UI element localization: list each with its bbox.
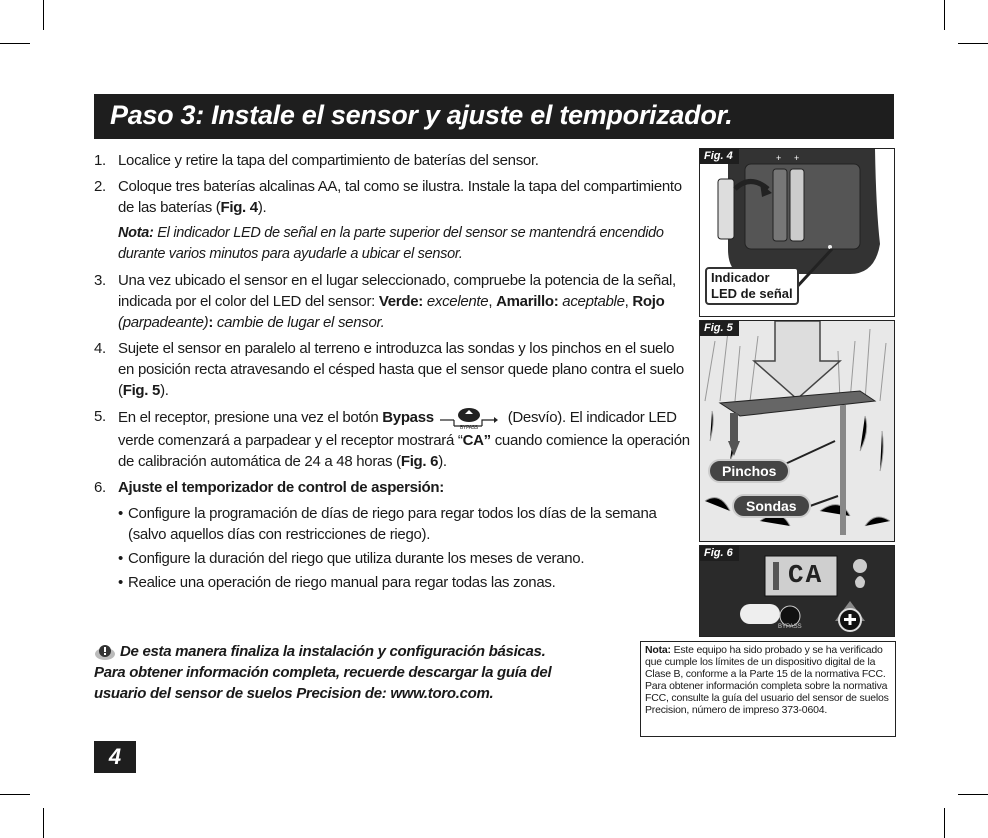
page-number: 4 (94, 741, 136, 773)
crop-mark (958, 794, 988, 795)
step-number: 3. (94, 272, 106, 289)
step-4 (94, 338, 694, 401)
list-item: • Configure la programación de días de riego para regar todos los días de la semana (salvo aquellos días con restricciones de riego). (118, 505, 657, 543)
step-number: 6. (94, 479, 106, 496)
svg-text:+: + (794, 153, 800, 163)
closing-line-1: De esta manera finaliza la instalación y configuración básicas. (94, 641, 614, 662)
signal-green-label: Verde: (378, 293, 423, 310)
crop-mark (43, 808, 44, 838)
step-text: Localice y retire la tapa del compartimiento de baterías del sensor. (118, 152, 539, 169)
figure-5 (699, 320, 895, 542)
step-number: 2. (94, 178, 106, 195)
warning-icon (94, 643, 116, 661)
step-text-tail: ). (160, 382, 169, 399)
step-number: 1. (94, 152, 106, 169)
ca-display-text: CA” (462, 432, 491, 449)
fcc-note-label: Nota: (645, 644, 671, 656)
crop-mark (0, 43, 30, 44)
signal-red-value: cambie de lugar el sensor. (216, 314, 385, 331)
step-text: Coloque tres baterías alcalinas AA, tal como se ilustra. Instale la tapa del compartimiento de las baterías ( (118, 178, 682, 216)
title-banner (94, 94, 894, 139)
step-text: Sujete el sensor en paralelo al terreno e introduzca las sondas y los pinchos en el suelo en posición recta atravesando el césped hasta que el sensor quede plano contra el suelo ( (118, 340, 684, 399)
figure-6 (699, 545, 895, 637)
crop-mark (958, 43, 988, 44)
svg-text:+: + (776, 153, 782, 163)
signal-red-blinking: (parpadeante) (118, 314, 209, 331)
step-6 (94, 477, 694, 498)
note-text: El indicador LED de señal en la parte superior del sensor se mantendrá encendido durante varios minutos para ayudarle a ubicar el sensor. (118, 225, 664, 262)
fcc-note (640, 641, 896, 737)
page-title: Paso 3: Instale el sensor y ajuste el temporizador. (110, 100, 733, 130)
crop-mark (944, 808, 945, 838)
signal-red-label: Rojo (632, 293, 665, 310)
sondas-callout: Sondas (732, 494, 811, 518)
fcc-note-text: Este equipo ha sido probado y se ha verificado que cumple los límites de un dispositivo digital de la Clase B, conforme a la Parte 15 de la normativa FCC. Para obtener información completa sobre la normativa FCC, consulte la guía del usuario del sensor de suelos Precision, número de impreso 373-0604. (645, 644, 889, 716)
step-text-tail: ). (438, 453, 447, 470)
bypass-button-label: BYPASS (778, 624, 802, 630)
step-number: 4. (94, 340, 106, 357)
lcd-display-text: CA (788, 560, 824, 590)
step-text: En el receptor, presione una vez el botón (118, 408, 383, 426)
step-2-note (94, 223, 694, 265)
step-3: 3. Una vez ubicado el sensor en el lugar seleccionado, compruebe la potencia de la señal, indicada por el color del LED del sensor: Verde: excelente, Amarillo: aceptable, Rojo (parpadeante): cambie de lugar el sensor. (94, 272, 676, 331)
crop-mark (944, 0, 945, 30)
figure-label: Fig. 5 (700, 321, 739, 336)
closing-line-2: Para obtener información completa, recuerde descargar la guía del (94, 664, 552, 681)
step-text-tail: ). (257, 199, 267, 216)
step-2 (94, 176, 694, 218)
svg-text:BYPASS: BYPASS (459, 425, 478, 430)
pinchos-callout: Pinchos (708, 459, 790, 483)
crop-mark (0, 794, 30, 795)
step-number: 5. (94, 408, 106, 425)
step-text: (Desvío). El indicador LED verde comenzará a parpadear y el receptor mostrará “ (118, 408, 677, 449)
crop-mark (43, 0, 44, 30)
led-indicator-callout: Indicador LED de señal (705, 267, 799, 305)
step-1 (94, 150, 694, 171)
figure-label: Fig. 4 (700, 149, 739, 164)
signal-yellow-value: aceptable (562, 293, 625, 310)
figure-4 (699, 148, 895, 317)
closing-line-3: usuario del sensor de suelos Precision de: www.toro.com. (94, 685, 494, 702)
list-item: • Realice una operación de riego manual para regar todas las zonas. (118, 574, 556, 591)
note-label: Nota: (118, 225, 154, 241)
step-5 (94, 406, 694, 472)
bypass-button-icon (440, 406, 498, 430)
instruction-steps (94, 150, 694, 596)
step-6-bullets (94, 503, 694, 593)
signal-yellow-label: Amarillo: (496, 293, 559, 310)
closing-note (94, 641, 614, 704)
bypass-label: Bypass (382, 408, 434, 426)
step-heading: Ajuste el temporizador de control de aspersión: (118, 479, 444, 496)
figure-reference: Fig. 4 (220, 199, 258, 216)
step-text: Una vez ubicado el sensor en el lugar seleccionado, compruebe la potencia de la señal, indicada por el color del LED del sensor: (118, 272, 676, 310)
step-text: cuando comience la operación de calibración automática de 24 a 48 horas ( (118, 432, 690, 470)
figure-reference: Fig. 5 (122, 382, 161, 399)
signal-green-value: excelente (426, 293, 489, 310)
figure-reference: Fig. 6 (400, 453, 439, 470)
figure-label: Fig. 6 (700, 546, 739, 561)
list-item: • Configure la duración del riego que utiliza durante los meses de verano. (118, 550, 585, 567)
